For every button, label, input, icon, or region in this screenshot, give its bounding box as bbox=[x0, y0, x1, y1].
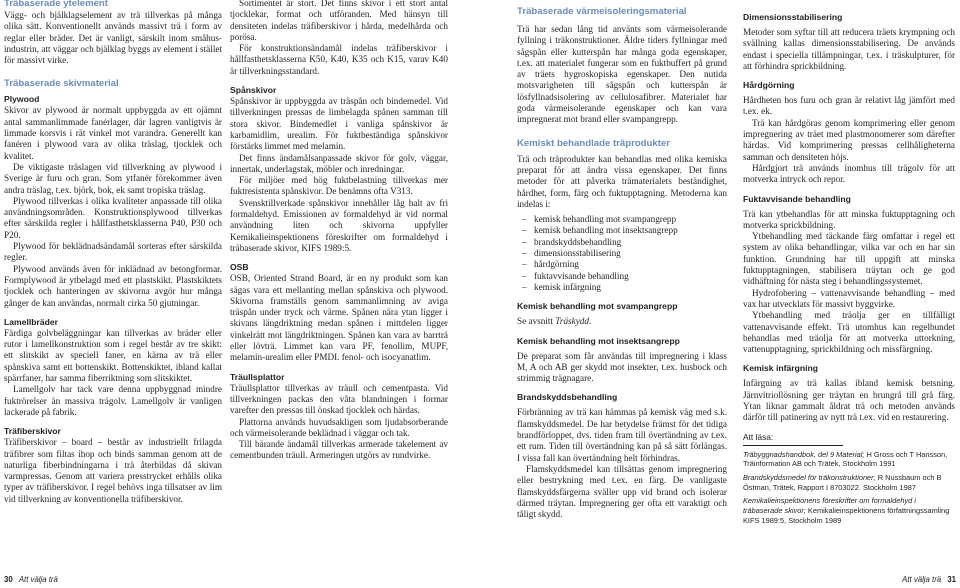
section-heading-kemiskt-behandlade: Kemiskt behandlade träprodukter bbox=[517, 137, 671, 149]
paragraph: Trä och träprodukter kan behandlas med olika kemiska preparat för att ändra vissa egenskaper. Det finns metoder för att påverka trämaterialets beständighet, hårdhet, form, färg och fuktupptagning. Metoderna kan indelas i: bbox=[517, 153, 727, 209]
list-item: – fuktavvisande behandling bbox=[517, 271, 727, 282]
list-item: – kemisk infärgning bbox=[517, 282, 727, 293]
paragraph: Plattorna används huvudsakligen som ljudabsorberande och värmeisolerande beklädnad i väggar och tak. bbox=[230, 416, 448, 438]
list-item: – kemisk behandling mot insektsangrepp bbox=[517, 225, 727, 236]
subheading-osb: OSB bbox=[230, 262, 249, 273]
paragraph: Träullsplattor tillverkas av träull och cementpasta. Vid tillverkningen packas den våta blandningen i formar varefter den pressas till önskad tjocklek och härdas. bbox=[230, 382, 448, 416]
subheading-kemisk-infargning: Kemisk infärgning bbox=[743, 363, 818, 374]
subheading-brandskydd: Brandskyddsbehandling bbox=[517, 392, 618, 403]
divider bbox=[743, 445, 843, 446]
subheading-hardgorning: Hårdgörning bbox=[743, 80, 795, 91]
paragraph: Sortimentet är stort. Det finns skivor i ett stort antal tjocklekar, format och utföranden. Med hänsyn till densiteten indelas träfiberskivor i hårda, medelhårda och porösa. bbox=[230, 0, 448, 42]
reference-details: H Gross och T Hansson, Träinformation AB och Trätek, Stockholm 1991 bbox=[743, 449, 948, 469]
subheading-insektsangrepp: Kemisk behandling mot insektsangrepp bbox=[517, 335, 680, 346]
paragraph: Till bärande ändamål tillverkas armerade takelement av cementbunden träull. Armeringen utgörs av rundvirke. bbox=[230, 439, 448, 461]
paragraph: De preparat som får användas till impregnering i klass M, A och AB ger skydd mot insekter, t.ex. husbock och strimmig trägnagare. bbox=[517, 350, 727, 384]
subheading-dimensionsstabilisering: Dimensionsstabilisering bbox=[743, 12, 843, 22]
subheading-svampangrepp: Kemisk behandling mot svampangrepp bbox=[517, 301, 678, 312]
see-also-prefix: Se avsnitt bbox=[517, 316, 556, 327]
reference-item bbox=[743, 496, 955, 525]
see-also-link-traskydd: Träskydd bbox=[555, 316, 589, 327]
paragraph: Hårdheten hos furu och gran är relativt låg jämfört med t.ex. ek. bbox=[743, 95, 955, 117]
paragraph: För miljöer med hög fuktbelastning tillverkas mer fuktresistenta spånskivor. De benämns ofta V313. bbox=[230, 175, 448, 197]
column-3 bbox=[517, 6, 727, 520]
subheading-lamellbrader: Lamellbräder bbox=[4, 316, 58, 327]
column-4 bbox=[743, 12, 955, 526]
running-title-right: Att välja trä bbox=[902, 575, 942, 584]
subheading-traullsplattor: Träullsplattor bbox=[230, 371, 285, 382]
paragraph: Spånskivor är uppbyggda av träspån och bindemedel. Vid tillverkningen pressas de limbelagda spånen samman till stora skivor. Bindemedlet i vanliga spånskivor är karbamidlim, urealim. För fuktbeständiga spånskivor förstärks limmet med melamin. bbox=[230, 96, 448, 152]
subheading-spanskivor: Spånskivor bbox=[230, 85, 277, 96]
paragraph: Vägg- och bjälklagselement av trä tillverkas på många olika sätt. Konventionellt används massivt trä i form av reglar eller bräder. Det är vanligt, särskilt inom småhus-industrin, att väggar och bjälklag byggs av element i stället för massivt virke. bbox=[4, 10, 222, 66]
paragraph: Plywood för beklädnadsändamål sorteras efter särskilda regler. bbox=[4, 241, 222, 263]
paragraph: Plywood tillverkas i olika kvaliteter anpassade till olika användningsområden. Konstruktionsplywood tillverkas efter särskilda regler i hållfasthetsklasserna P40, P30 och P20. bbox=[4, 195, 222, 240]
footer-right bbox=[902, 575, 956, 585]
subheading-trafiberskivor: Träfiberskivor bbox=[4, 426, 61, 437]
paragraph: Hårdgjort trä används inomhus till trägolv för att motverka intryck och repor. bbox=[743, 162, 955, 185]
paragraph: Trä har sedan lång tid använts som värmeisolerande fyllning i träkonstruktioner. Äldre tiders fyllningar med sågspån eller kutterspån har många goda egenskaper, t.ex. att materialet fungerar som en fuktbuffert på grund av träets hygroskopiska egenskaper. Den nutida motsvarigheten till sågspån och kutterspån är lösfyllnadsisolering av cellulosafibrer. Materialet har goda värmeisolerande egenskaper och kan vara impregnerat mot brand eller svampangrepp. bbox=[517, 24, 727, 125]
paragraph: Ytbehandling med träolja ger en tillfälligt vattenavvisande effekt. Trä utomhus kan regelbundet behandlas med träolja för att motverka uttorkning, vattenupptagning, sprickbildning och missfärgning. bbox=[743, 310, 955, 355]
paragraph: Hydrofobering – vattenavvisande behandling – med vax har utvecklats för massivt byggvirke. bbox=[743, 287, 955, 309]
paragraph: Svensktillverkade spånskivor innehåller låg halt av fri formaldehyd. Emissionen av formaldehyd är vid normal användning liten och skivorna uppfyller Kemikalieinspektionens föreskrifter om formaldehyd i träbaserade skivor, KIFS 1989:5. bbox=[230, 197, 448, 253]
running-title-left: Att välja trä bbox=[18, 575, 58, 584]
reference-item bbox=[743, 450, 955, 469]
column-2 bbox=[230, 0, 448, 462]
paragraph: Flamskyddsmedel kan tillsättas genom impregnering eller bestrykning med t.ex. en färg. De vanligaste flamskyddsfärgerna sväller upp vid brand och isolerar därmed träytan. Impregnering ger ofta ett varaktigt och tåligt skydd. bbox=[517, 463, 727, 520]
paragraph: Färdiga golvbeläggningar kan tillverkas av bräder eller rutor i lamellkonstruktion som i regel består av tre skikt: ett slitskikt av speciell faner, en kärna av trä eller spånskiva samt ett bottenskikt. Bottenskiktet, ibland kallat spärrfaner, har samma fiberriktning som slitskiktet. bbox=[4, 327, 222, 384]
paragraph-see-also bbox=[517, 316, 727, 327]
page-number-left: 30 bbox=[4, 575, 13, 584]
subheading-fuktavvisande: Fuktavvisande behandling bbox=[743, 193, 851, 204]
paragraph: Plywood används även för inklädnad av betongformar. Formplywood är ytbelagd med ett plastskikt. Plastskiktets tjocklek och hanteringen av skivorna avgör hur många gånger de kan användas, normalt cirka 50 gjutningar. bbox=[4, 263, 222, 308]
section-heading-skivmaterial: Träbaserade skivmaterial bbox=[4, 78, 119, 90]
paragraph: Skivor av plywood är normalt uppbyggda av ett ojämnt antal sammanlimmade fanérlager, där lagren vanligtvis är limmade korsvis i rät vinkel mot varandra. Generellt kan fanéren i plywood vara av olika träslag, tjocklek och kvalitet. bbox=[4, 105, 222, 161]
footer-left bbox=[4, 575, 58, 585]
reference-title: Kemikalieinspektionens föreskrifter om formaldehyd i träbaserade skivor; bbox=[743, 496, 916, 516]
section-heading-varmeisolering: Träbaserade värmeisoleringsmaterial bbox=[517, 6, 687, 17]
list-item: – dimensionsstabilisering bbox=[517, 248, 727, 259]
paragraph: De viktigaste träslagen vid tillverkning av plywood i Sverige är furu och gran. Som ytfanér förekommer även andra träslag, t.ex. björk, bok, ek samt tropiska träslag. bbox=[4, 161, 222, 195]
reference-title: Brandskyddsmedel för träkonstruktioner; bbox=[743, 473, 876, 483]
list-item: – kemisk behandling mot svampangrepp bbox=[517, 214, 727, 225]
section-heading-traebaserade-ytelement: Träbaserade ytelement bbox=[4, 0, 108, 9]
paragraph: För konstruktionsändamål indelas träfiberskivor i hållfasthetsklasserna K50, K40, K35 och K15, varav K40 är tillverkningsstandard. bbox=[230, 43, 448, 76]
reference-item bbox=[743, 473, 955, 492]
paragraph: Träfiberskivor – board – består av industriellt frilagda träfibrer som filtas ihop och binds samman genom att de naturliga fiberbindningarna i trä återbildas då skivan varmpressas. Genom att variera presstrycket erhålls olika typer av träfiberskivor. I regel behövs inga tillsatser av lim vid tillverkning av konventionella träfiberskivor. bbox=[4, 437, 222, 504]
method-list bbox=[517, 214, 727, 293]
list-item: – brandskyddsbehandling bbox=[517, 237, 727, 248]
reference-details: Kemikalieinspektionens författningssamling KIFS 1989:5, Stockholm 1989 bbox=[743, 506, 950, 525]
paragraph: Förbränning av trä kan hämmas på kemisk väg med s.k. flamskyddsmedel. De har betydelse främst för det tidiga brandförloppet, dvs. tiden fram till övertändning av t.ex. ett rum. Tiden till övertändning kan på så sätt förlängas. I vissa fall kan övertändning helt förhindras. bbox=[517, 407, 727, 463]
reference-details: R Nussbaum och B Östman, Trätek, Rapport I 8703022. Stockholm 1987 bbox=[743, 473, 942, 492]
list-item: – hårdgörning bbox=[517, 259, 727, 270]
paragraph: Det finns ändamålsanpassade skivor för golv, väggar, innertak, underlagstak, möbler och inredningar. bbox=[230, 152, 448, 174]
paragraph: Trä kan hårdgöras genom komprimering eller genom impregnering av träet med plastmonomerer som därefter härdas. Vid komprimering pressas cellhåligheterna samman och densiteten höjs. bbox=[743, 117, 955, 162]
paragraph: Infärgning av trä kallas ibland kemisk betsning. Järnvitriollösning ger träytan en brungrå till grå färg. Ytan liknar gammalt åldrat trä och metoden används därför till patinering av nytt trä t.ex. vid en restaurering. bbox=[743, 378, 955, 423]
paragraph: OSB, Oriented Strand Board, är en ny produkt som kan sägas vara ett mellanting mellan spånskiva och plywood. Skivorna framställs genom sammanlimning av aviga träspån under tryck och värme. Spånen nära ytan ligger i skivans längdriktning medan spånen i mittdelen ligger vinkelrätt mot längdriktningen. Spånen kan vara av barrträ eller lövträ. Limmet kan vara PF, fenollim, MUPF, melamin-urealim eller PMDI. fenol- och isocyanatlim. bbox=[230, 273, 448, 363]
column-1 bbox=[4, 0, 222, 505]
paragraph: Lamellgolv har tack vare denna uppbyggnad mindre fuktrörelser än massiva trägolv. Lamellgolv är vanligen lackerade på fabrik. bbox=[4, 384, 222, 417]
reference-list bbox=[743, 450, 955, 526]
reference-title: Träbyggnadshandbok, del 9 Material; bbox=[743, 449, 865, 459]
paragraph: Metoder som syftar till att reducera träets krympning och svällning kallas dimensionsstabilisering. De används endast i speciella tillämpningar, t.ex. i träskulpturer, för att förhindra sprickbildning. bbox=[743, 27, 955, 71]
subheading-plywood: Plywood bbox=[4, 94, 40, 105]
paragraph: Ytbehandling med täckande färg omfattar i regel ett system av olika behandlingar, vilka var och en har sin funktion. Grundning har till uppgift att minska fuktupptagningen, stabilisera träytan och ge god vidhäftning för nästa steg i behandlingssystemet. bbox=[743, 231, 955, 287]
see-also-suffix: . bbox=[588, 316, 592, 327]
reading-heading: Att läsa: bbox=[743, 431, 774, 442]
paragraph: Trä kan ytbehandlas för att minska fuktupptagning och motverka sprickbildning. bbox=[743, 208, 955, 230]
page-number-right: 31 bbox=[947, 575, 956, 584]
